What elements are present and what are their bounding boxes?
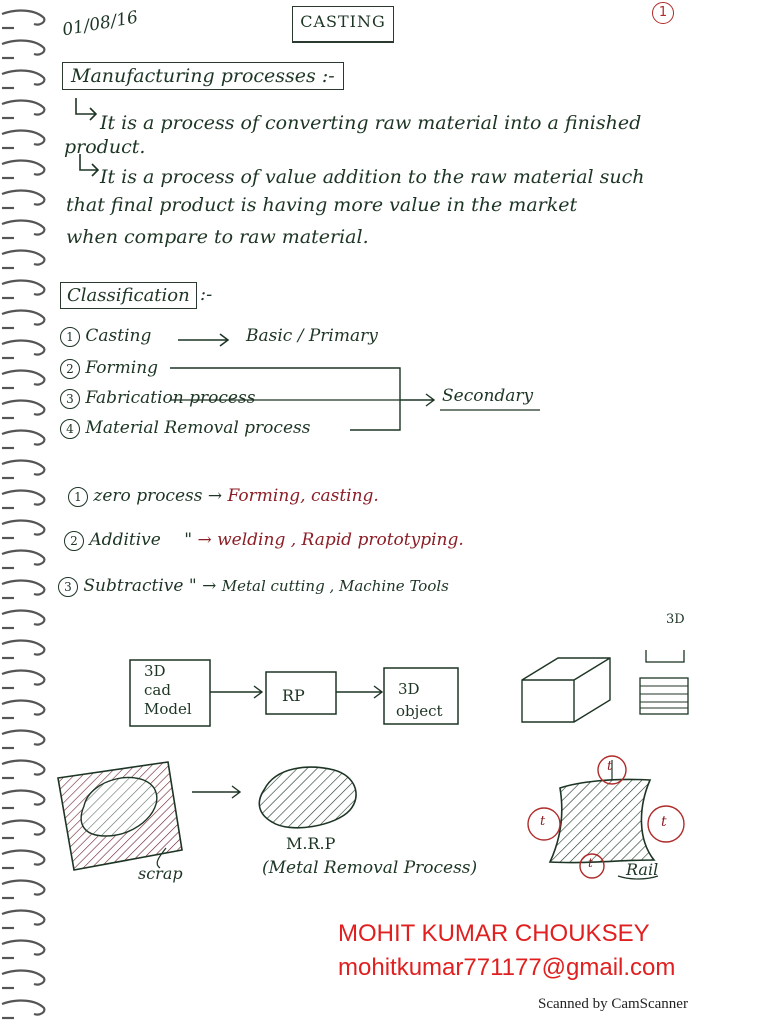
process-label: Subtractive — [83, 576, 184, 596]
spiral-ring — [2, 461, 44, 475]
circled-number: 3 — [60, 389, 80, 409]
process-row — [64, 530, 464, 551]
mrp-full-label: (Metal Removal Process) — [262, 858, 478, 878]
spiral-ring — [2, 971, 44, 985]
spiral-ring — [2, 71, 44, 85]
arrow-icon: → — [202, 576, 217, 596]
spiral-ring — [2, 251, 44, 265]
definition-2-line-3: when compare to raw material. — [66, 226, 369, 248]
spiral-ring — [2, 11, 44, 25]
spiral-ring — [2, 551, 44, 565]
page-number-text: 1 — [658, 5, 668, 20]
spiral-ring — [2, 581, 44, 595]
spiral-ring — [2, 101, 44, 115]
spiral-ring — [2, 371, 44, 385]
circled-number: 1 — [60, 327, 80, 347]
circled-number: 3 — [58, 577, 78, 597]
page-number — [652, 2, 674, 24]
item-label: Forming — [85, 358, 159, 378]
secondary-label: Secondary — [442, 386, 534, 406]
classification-item — [60, 326, 151, 347]
item-label: Casting — [85, 326, 152, 346]
rail-label: Rail — [626, 860, 659, 879]
circled-number: 2 — [60, 359, 80, 379]
spiral-ring — [2, 221, 44, 235]
section-heading-classification: Classification — [60, 282, 197, 309]
spiral-ring — [2, 941, 44, 955]
section-heading-manufacturing: Manufacturing processes :- — [62, 62, 344, 90]
arrow-icon: → — [207, 486, 223, 506]
item-label: Fabrication process — [85, 388, 256, 408]
cad-model-line-1: 3D — [144, 662, 166, 680]
object-line-2: object — [396, 702, 443, 720]
spiral-ring — [2, 911, 44, 925]
spiral-ring — [2, 851, 44, 865]
primary-label: Basic / Primary — [246, 326, 378, 346]
spiral-ring — [2, 761, 44, 775]
spiral-ring — [2, 611, 44, 625]
definition-1-line-1: It is a process of converting raw material into a finished — [100, 112, 642, 134]
spiral-ring — [2, 431, 44, 445]
process-label: zero process — [93, 486, 203, 506]
spiral-ring — [2, 821, 44, 835]
mrp-label: M.R.P — [286, 834, 336, 853]
spiral-ring — [2, 641, 44, 655]
definition-1-line-2: product. — [64, 136, 146, 158]
spiral-ring — [2, 521, 44, 535]
circled-number: 1 — [68, 487, 88, 507]
arrow-icon: → — [197, 530, 212, 550]
spiral-ring — [2, 401, 44, 415]
process-label: Additive — [89, 530, 161, 550]
process-result: Metal cutting , Machine Tools — [221, 577, 449, 595]
process-row — [68, 486, 379, 507]
classification-suffix: :- — [200, 284, 213, 305]
spiral-ring — [2, 311, 44, 325]
force-symbol: t — [661, 814, 667, 830]
force-symbol: t — [540, 814, 546, 829]
3d-label: 3D — [666, 612, 685, 627]
spiral-ring — [2, 491, 44, 505]
author-email: mohitkumar771177@gmail.com — [338, 954, 676, 981]
spiral-ring — [2, 41, 44, 55]
ditto-mark: " — [184, 530, 193, 550]
classification-item — [60, 358, 158, 379]
force-symbol: t — [588, 856, 593, 870]
rp-flow-diagram — [120, 650, 720, 740]
definition-2-line-2: that final product is having more value in the market — [66, 194, 578, 216]
spiral-ring — [2, 791, 44, 805]
force-symbol: t — [607, 759, 613, 774]
scanner-watermark: Scanned by CamScanner — [538, 996, 688, 1012]
spiral-ring — [2, 701, 44, 715]
spiral-ring — [2, 1001, 44, 1015]
spiral-ring — [2, 731, 44, 745]
spiral-ring — [2, 341, 44, 355]
ditto-mark: " — [188, 576, 197, 596]
definition-2-line-1: It is a process of value addition to the raw material such — [100, 166, 645, 188]
process-result: welding , Rapid prototyping. — [217, 530, 464, 550]
date: 01/08/16 — [60, 7, 140, 41]
spiral-ring — [2, 881, 44, 895]
process-row — [58, 576, 449, 597]
cad-model-line-3: Model — [144, 700, 192, 718]
spiral-ring — [2, 671, 44, 685]
spiral-ring — [2, 131, 44, 145]
page-title-text: CASTING — [300, 12, 386, 31]
cad-model-line-2: cad — [144, 681, 171, 699]
process-result: Forming, casting. — [227, 486, 379, 506]
author-name: MOHIT KUMAR CHOUKSEY — [338, 920, 650, 947]
circled-number: 2 — [64, 531, 84, 551]
scrap-label: scrap — [138, 864, 183, 883]
spiral-ring — [2, 161, 44, 175]
page-title — [292, 6, 394, 43]
rp-box-label: RP — [282, 686, 305, 705]
circled-number: 4 — [60, 419, 80, 439]
spiral-ring — [2, 281, 44, 295]
object-line-1: 3D — [398, 680, 420, 698]
spiral-ring — [2, 191, 44, 205]
item-label: Material Removal process — [85, 418, 311, 438]
